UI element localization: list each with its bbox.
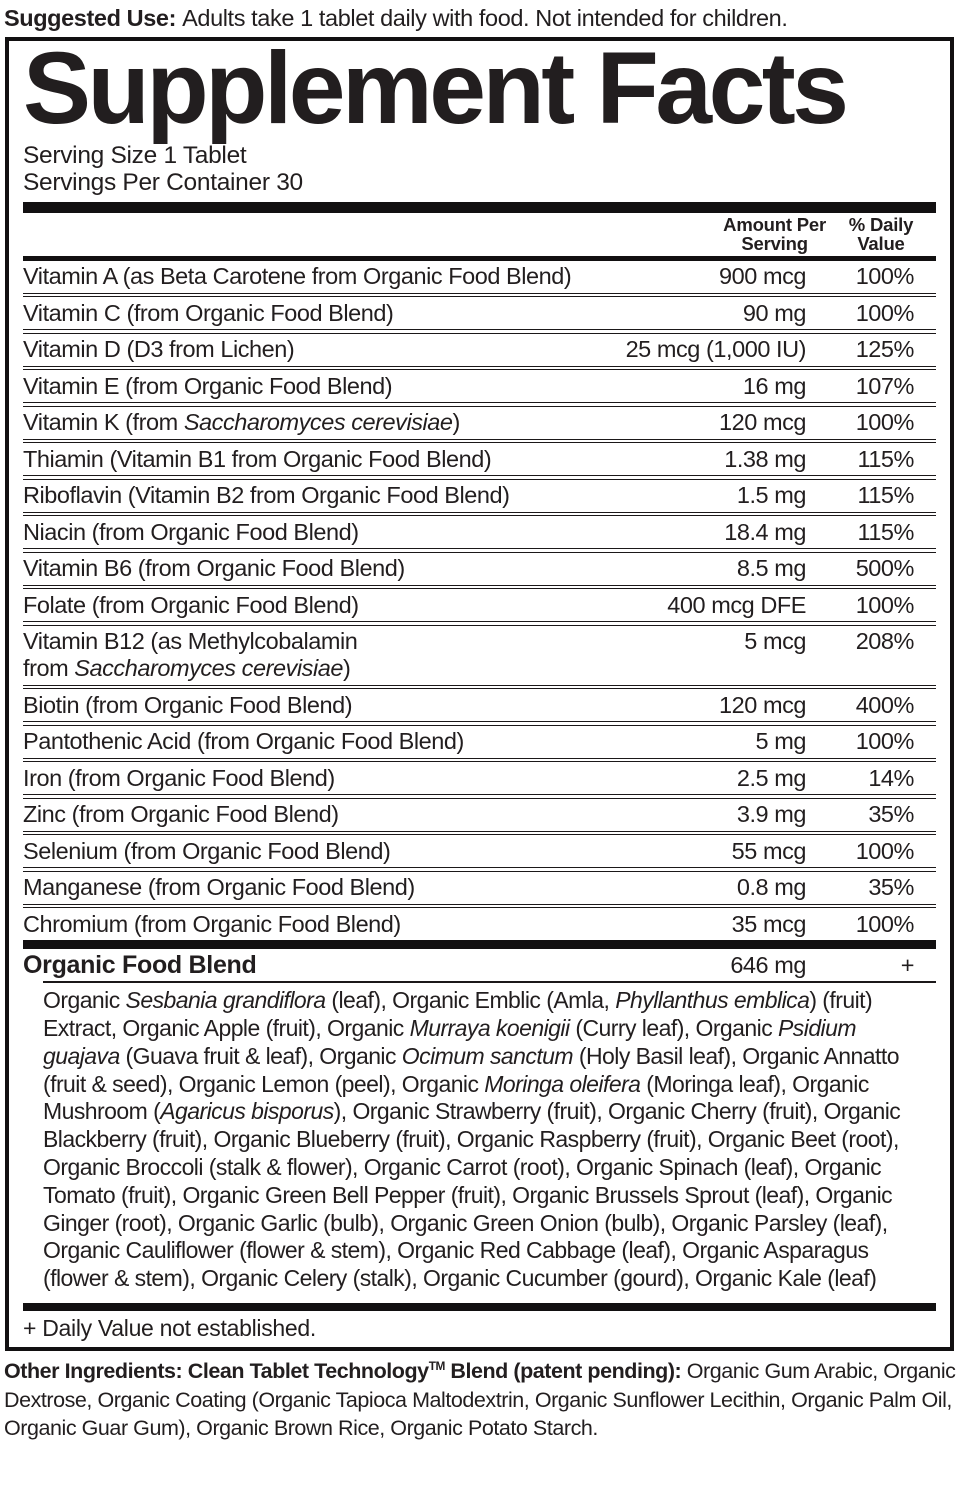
supplement-facts-panel <box>5 31 954 1351</box>
dv-header-line1: % Daily <box>848 213 914 235</box>
serving-size: Serving Size 1 Tablet <box>23 141 247 169</box>
nutrient-name: Vitamin C (from Organic Food Blend) <box>23 299 394 326</box>
nutrient-row <box>23 626 936 685</box>
nutrient-name: Pantothenic Acid (from Organic Food Blend) <box>23 728 464 755</box>
nutrient-amount: 8.5 mg <box>736 555 806 582</box>
nutrient-daily-value: 115% <box>857 518 914 545</box>
nutrient-amount: 120 mcg <box>719 691 806 718</box>
amount-header-line1: Amount Per <box>723 213 826 235</box>
nutrient-row <box>23 443 936 475</box>
nutrient-row <box>23 908 936 940</box>
amount-header-line2: Serving <box>741 232 808 254</box>
nutrient-daily-value: 100% <box>855 728 914 755</box>
nutrient-name: Vitamin D (D3 from Lichen) <box>23 336 295 363</box>
nutrient-amount: 900 mcg <box>719 263 806 290</box>
dv-header-line2: Value <box>857 232 905 254</box>
nutrient-amount: 1.38 mg <box>724 445 806 472</box>
other-ingredients-text: Other Ingredients: Clean Tablet Technology™ Blend (patent pending): Organic Gum Arabic, Organic Dextrose, Organic Coating (Organic Tapioca Maltodextrin, Organic Sunflower Lecithin, Organic Palm Oil, Organic Guar Gum), Organic Brown Rice, Organic Potato Starch. <box>4 1358 956 1441</box>
nutrient-daily-value: 100% <box>855 263 914 290</box>
nutrient-name: Selenium (from Organic Food Blend) <box>23 837 391 864</box>
nutrient-name: Chromium (from Organic Food Blend) <box>23 910 401 937</box>
nutrient-row <box>23 762 936 794</box>
nutrient-daily-value: 115% <box>857 482 914 509</box>
nutrient-daily-value: 100% <box>855 409 914 436</box>
nutrient-name: Vitamin A (as Beta Carotene from Organic Food Blend) <box>23 263 572 290</box>
servings-per-container: Servings Per Container 30 <box>23 168 303 196</box>
nutrient-name: Riboflavin (Vitamin B2 from Organic Food Blend) <box>23 482 510 509</box>
nutrient-amount: 25 mcg (1,000 IU) <box>625 336 806 363</box>
nutrient-amount: 18.4 mg <box>724 518 806 545</box>
nutrient-row <box>23 407 936 439</box>
nutrient-name: Manganese (from Organic Food Blend) <box>23 874 415 901</box>
nutrient-name: Niacin (from Organic Food Blend) <box>23 518 359 545</box>
nutrient-daily-value: 100% <box>855 910 914 937</box>
nutrient-daily-value: 115% <box>857 445 914 472</box>
nutrient-table <box>23 261 936 941</box>
nutrient-amount: 1.5 mg <box>736 482 806 509</box>
nutrient-amount: 3.9 mg <box>736 801 806 828</box>
nutrient-name: Vitamin E (from Organic Food Blend) <box>23 372 393 399</box>
nutrient-row <box>23 480 936 512</box>
nutrient-amount: 0.8 mg <box>736 874 806 901</box>
nutrient-row <box>23 799 936 831</box>
divider-heavy-footnote <box>23 1303 936 1311</box>
nutrient-daily-value: 100% <box>855 591 914 618</box>
nutrient-row <box>23 516 936 548</box>
nutrient-daily-value: 400% <box>855 691 914 718</box>
nutrient-row <box>23 553 936 585</box>
nutrient-daily-value: 107% <box>855 372 914 399</box>
nutrient-daily-value: 35% <box>868 874 914 901</box>
nutrient-daily-value: 100% <box>855 299 914 326</box>
nutrient-name: Biotin (from Organic Food Blend) <box>23 691 353 718</box>
nutrient-amount: 5 mg <box>755 728 806 755</box>
nutrient-daily-value: 14% <box>868 764 914 791</box>
nutrient-daily-value: 125% <box>855 336 914 363</box>
nutrient-daily-value: 208% <box>855 628 914 655</box>
divider-heavy-top <box>23 202 936 213</box>
nutrient-name: Vitamin K (from Saccharomyces cerevisiae) <box>23 409 460 436</box>
nutrient-row <box>23 261 936 293</box>
divider-heavy-blend <box>23 940 936 949</box>
nutrient-amount: 35 mcg <box>731 910 806 937</box>
nutrient-amount: 5 mcg <box>744 628 806 655</box>
blend-description: Organic Sesbania grandiflora (leaf), Organic Emblic (Amla, Phyllanthus emblica) (fruit) Extract, Organic Apple (fruit), Organic Murraya koenigii (Curry leaf), Organic Psidium guajava (Guava fruit & leaf), Organic Ocimum sanctum (Holy Basil leaf), Organic Annatto (fruit & seed), Organic Lemon (peel), Organic Moringa oleifera (Moringa leaf), Organic Mushroom (Agaricus bisporus), Organic Strawberry (fruit), Organic Cherry (fruit), Organic Blackberry (fruit), Organic Blueberry (fruit), Organic Raspberry (fruit), Organic Beet (root), Organic Broccoli (stalk & flower), Organic Carrot (root), Organic Spinach (leaf), Organic Tomato (fruit), Organic Green Bell Pepper (fruit), Organic Brussels Sprout (leaf), Organic Ginger (root), Organic Garlic (bulb), Organic Green Onion (bulb), Organic Parsley (leaf), Organic Cauliflower (flower & stem), Organic Red Cabbage (leaf), Organic Asparagus (flower & stem), Organic Celery (stalk), Organic Cucumber (gourd), Organic Kale (leaf) <box>43 987 901 1292</box>
blend-dv: + <box>900 952 914 979</box>
nutrient-amount: 55 mcg <box>731 837 806 864</box>
nutrient-name: Thiamin (Vitamin B1 from Organic Food Blend) <box>23 445 492 472</box>
nutrient-daily-value: 100% <box>855 837 914 864</box>
blend-amount: 646 mg <box>730 952 806 979</box>
nutrient-name: Folate (from Organic Food Blend) <box>23 591 359 618</box>
daily-value-footnote: + Daily Value not established. <box>23 1315 316 1342</box>
nutrient-row <box>23 589 936 621</box>
nutrient-row <box>23 370 936 402</box>
nutrient-name: Vitamin B12 (as Methylcobalamin from Saccharomyces cerevisiae) <box>23 628 358 682</box>
nutrient-name: Iron (from Organic Food Blend) <box>23 764 335 791</box>
column-header-daily-value <box>826 215 936 253</box>
blend-name: Organic Food Blend <box>23 951 257 980</box>
nutrient-amount: 90 mg <box>742 299 806 326</box>
nutrient-name: Vitamin B6 (from Organic Food Blend) <box>23 555 405 582</box>
nutrient-amount: 400 mcg DFE <box>667 591 806 618</box>
nutrient-row <box>23 872 936 904</box>
nutrient-daily-value: 500% <box>855 555 914 582</box>
nutrient-amount: 2.5 mg <box>736 764 806 791</box>
nutrient-row <box>23 689 936 721</box>
column-header-amount <box>636 215 826 253</box>
nutrient-daily-value: 35% <box>868 801 914 828</box>
nutrient-name: Zinc (from Organic Food Blend) <box>23 801 339 828</box>
suggested-use-text: Suggested Use: Adults take 1 tablet daily with food. Not intended for children. <box>4 5 788 31</box>
nutrient-amount: 120 mcg <box>719 409 806 436</box>
nutrient-row <box>23 297 936 329</box>
table-header-row <box>23 213 936 256</box>
nutrient-row <box>23 726 936 758</box>
nutrient-row <box>23 835 936 867</box>
nutrient-amount: 16 mg <box>742 372 806 399</box>
panel-title: Supplement Facts <box>23 31 846 145</box>
blend-row <box>23 949 936 981</box>
nutrient-row <box>23 334 936 366</box>
